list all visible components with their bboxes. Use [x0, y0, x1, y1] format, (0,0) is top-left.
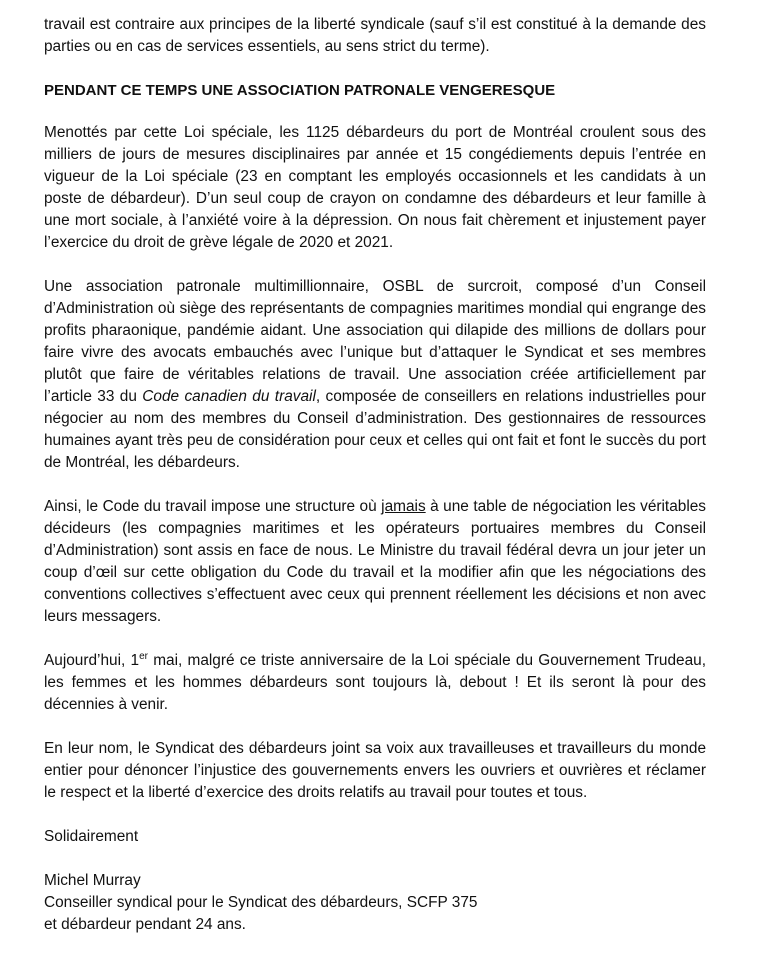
- closing-salutation: Solidairement: [44, 828, 139, 845]
- section-heading: PENDANT CE TEMPS UNE ASSOCIATION PATRONALE VENGERESQUE: [44, 82, 556, 99]
- paragraph-mai-text-2: mai, malgré ce triste anniversaire de la Loi spéciale du Gouvernement Trudeau, les femmes et les hommes débardeurs sont toujours là, debout ! Et ils seront là pour des décennies à venir.: [44, 652, 707, 713]
- paragraph-code-text-2: à une table de négociation les véritables décideurs (les compagnies maritimes et les opérateurs portuaires membres du Conseil d’Administration) sont assis en face de nous. Le Ministre du travail fédéral devra un jour jeter un coup d’œil sur cette obligation du Code du travail et la modifier afin que les négociations des conventions collectives s’effectuent avec ceux qui prennent réellement les décisions et non avec leurs messagers.: [44, 498, 706, 625]
- paragraph-loi-speciale: Menottés par cette Loi spéciale, les 1125 débardeurs du port de Montréal croulent sous des milliers de jours de mesures disciplinaires par année et 15 congédiements depuis l’entrée en vigueur de la Loi spéciale (23 en comptant les employés occasionnels et les candidats à un poste de débardeur). D’un seul coup de crayon on condamne des débardeurs et leur famille à une mort sociale, à l’anxiété voire à la dépression. On nous fait chèrement et injustement payer l’exercice du droit de grève légale de 2020 et 2021.: [44, 124, 706, 251]
- paragraph-association-text-1: Une association patronale multimillionnaire, OSBL de surcroit, composé d’un Conseil d’Administration où siège des représentants de compagnies maritimes mondial qui engrange des profits pharaonique, pandémie aidant. Une association qui dilapide des millions de dollars pour faire vivre des avocats embauchés avec l’unique but d’attaquer le Syndicat et ses membres plutôt que faire de véritables relations de travail. Une association créée artificiellement par l’article 33 du: [44, 278, 706, 405]
- paragraph-association-patronale: [44, 276, 706, 474]
- document-page: [44, 14, 706, 936]
- intro-paragraph: travail est contraire aux principes de la liberté syndicale (sauf s’il est constitué à la demande des parties ou en cas de services essentiels, au sens strict du terme).: [44, 16, 706, 55]
- signature-block: [44, 870, 706, 936]
- paragraph-premier-mai: [44, 650, 706, 716]
- paragraph-en-leur-nom: En leur nom, le Syndicat des débardeurs joint sa voix aux travailleuses et travailleurs du monde entier pour dénoncer l’injustice des gouvernements envers les ouvriers et ouvrières et réclamer le respect et la liberté d’exercice des droits relatifs au travail pour toutes et tous.: [44, 740, 706, 801]
- signature-title: Conseiller syndical pour le Syndicat des débardeurs, SCFP 375: [44, 894, 478, 911]
- signature-note: et débardeur pendant 24 ans.: [44, 916, 246, 933]
- ordinal-superscript: er: [139, 650, 148, 662]
- paragraph-mai-text-1: Aujourd’hui, 1: [44, 652, 140, 669]
- paragraph-association-text-2: , composée de conseillers en relations industrielles pour négocier au nom des membres du Conseil d’administration. Des gestionnaires de ressources humaines ayant très peu de considération pour ceux et celles qui ont fait et font le succès du port de Montréal, les débardeurs.: [44, 388, 706, 471]
- signature-name: Michel Murray: [44, 872, 141, 889]
- paragraph-code-text-1: Ainsi, le Code du travail impose une structure où: [44, 498, 382, 515]
- paragraph-code-du-travail: [44, 496, 706, 628]
- jamais-underlined: jamais: [381, 498, 426, 515]
- code-canadien-italic: Code canadien du travail: [142, 388, 316, 405]
